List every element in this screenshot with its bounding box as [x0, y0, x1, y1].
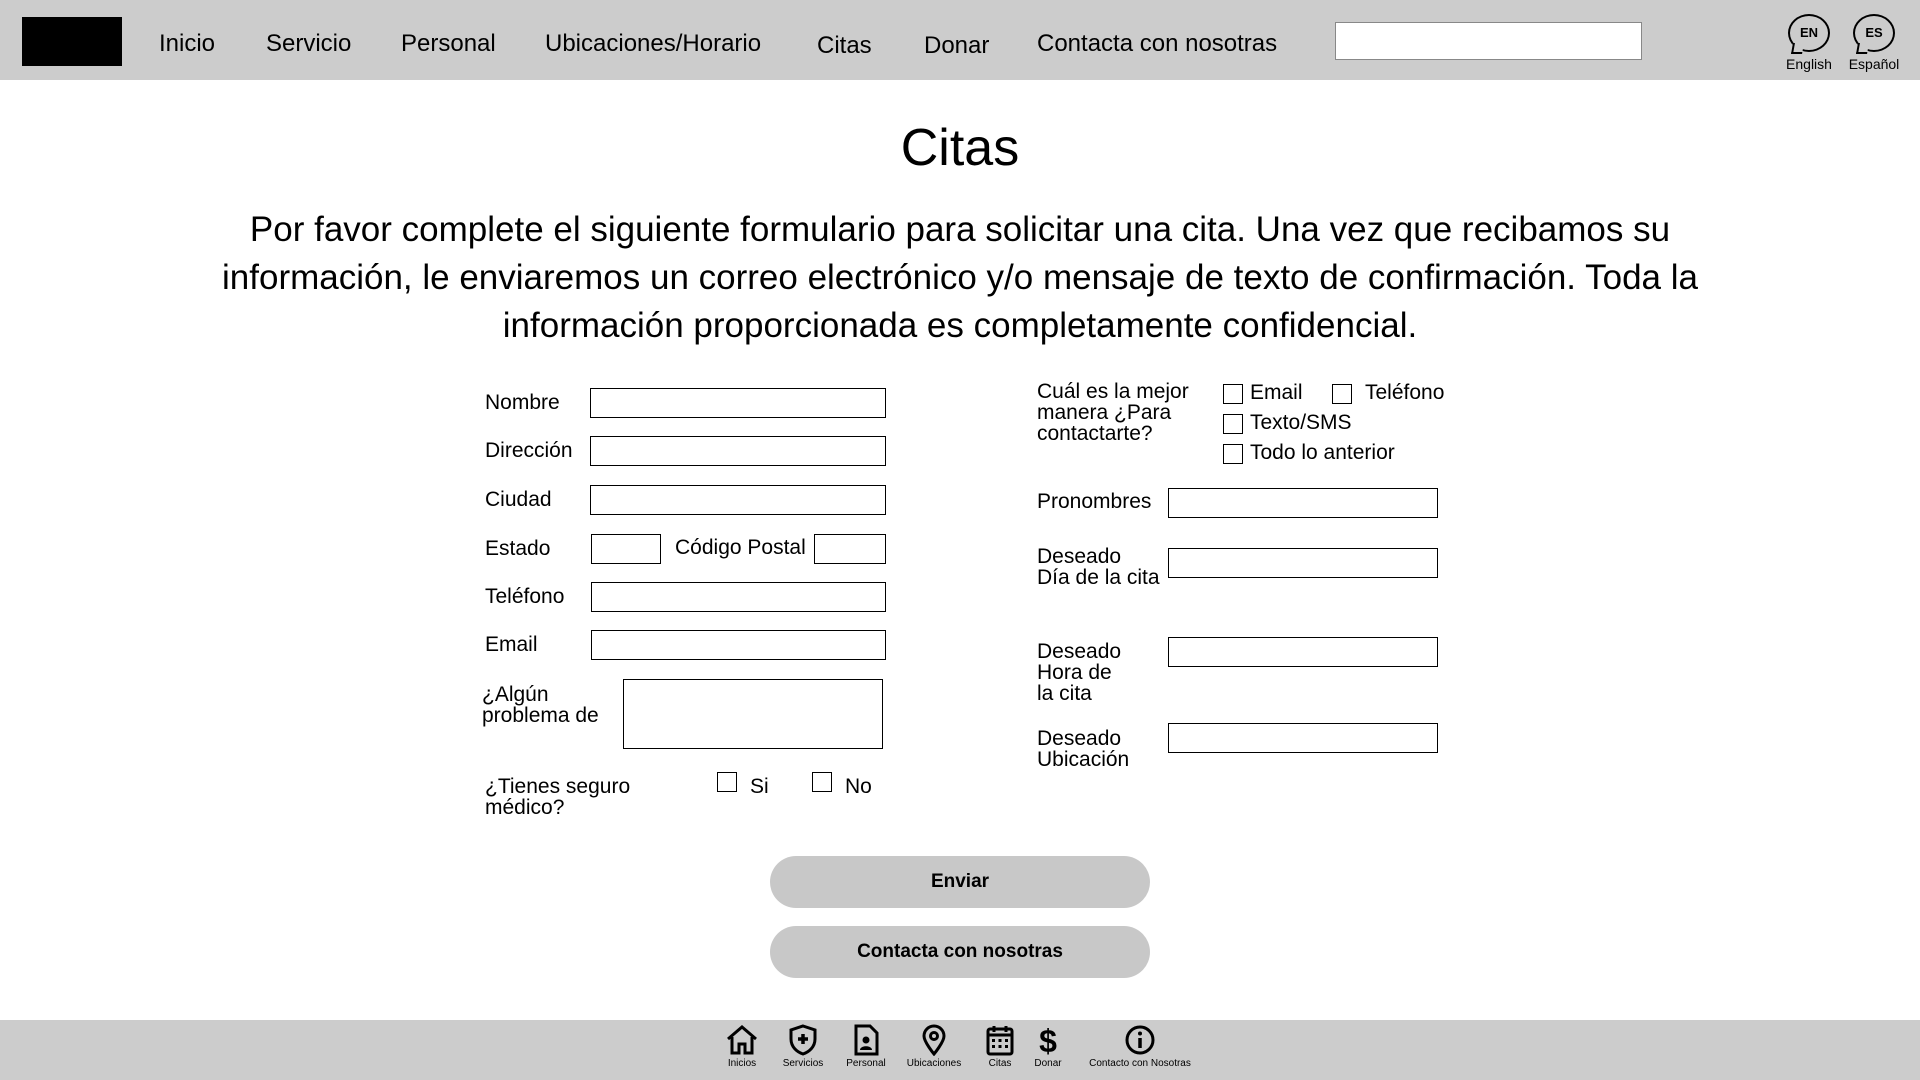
language-spanish-button[interactable] — [1839, 14, 1909, 72]
footer-label: Personal — [846, 1058, 886, 1069]
contact-text-checkbox[interactable] — [1223, 414, 1243, 434]
contact-method-label — [1037, 381, 1189, 444]
day-label — [1037, 546, 1160, 588]
insurance-no-label: No — [845, 775, 872, 798]
problem-label-line: ¿Algún — [482, 683, 549, 706]
speech-bubble-icon: EN — [1788, 14, 1830, 52]
address-label: Dirección — [485, 439, 573, 462]
location-field[interactable] — [1168, 723, 1438, 753]
pronouns-label: Pronombres — [1037, 490, 1152, 513]
day-field[interactable] — [1168, 548, 1438, 578]
footer-label: Donar — [1034, 1058, 1062, 1069]
contact-method-label-line: Cuál es la mejor — [1037, 380, 1189, 403]
state-label: Estado — [485, 537, 551, 560]
phone-field[interactable] — [591, 582, 886, 612]
shield-icon — [788, 1024, 818, 1056]
name-label: Nombre — [485, 391, 560, 414]
insurance-label — [485, 776, 630, 818]
footer-item-citas[interactable] — [982, 1024, 1018, 1069]
time-label — [1037, 641, 1121, 704]
city-field[interactable] — [590, 485, 886, 515]
address-field[interactable] — [590, 436, 886, 466]
contact-all-checkbox[interactable] — [1223, 444, 1243, 464]
time-field[interactable] — [1168, 637, 1438, 667]
day-label-line: Deseado — [1037, 545, 1122, 568]
contact-method-label-line: manera ¿Para — [1037, 401, 1172, 424]
contact-us-button[interactable]: Contacta con nosotras — [770, 926, 1150, 978]
language-label: English — [1786, 56, 1832, 72]
time-label-line: la cita — [1037, 682, 1092, 705]
language-label: Español — [1848, 56, 1900, 72]
email-field[interactable] — [591, 630, 886, 660]
footer-item-donar[interactable] — [1031, 1024, 1065, 1069]
speech-bubble-icon: ES — [1853, 14, 1895, 52]
location-label-line: Ubicación — [1037, 748, 1130, 771]
contact-text-label: Texto/SMS — [1250, 411, 1352, 434]
problem-label — [482, 684, 599, 726]
location-label — [1037, 728, 1129, 770]
zip-label: Código Postal — [675, 536, 806, 559]
contact-email-checkbox[interactable] — [1223, 384, 1243, 404]
nav-item-ubicaciones[interactable]: Ubicaciones/Horario — [545, 30, 762, 57]
email-label: Email — [485, 633, 538, 656]
time-label-line: Hora de — [1037, 661, 1112, 684]
day-label-line: Día de la cita — [1037, 566, 1160, 589]
location-label-line: Deseado — [1037, 727, 1122, 750]
nav-item-inicio[interactable]: Inicio — [159, 30, 216, 57]
home-icon — [725, 1024, 759, 1056]
insurance-no-checkbox[interactable] — [812, 772, 832, 792]
contact-method-label-line: contactarte? — [1037, 422, 1153, 445]
problem-textarea[interactable] — [623, 679, 883, 749]
document-person-icon — [852, 1024, 880, 1056]
insurance-label-line: ¿Tienes seguro — [485, 775, 631, 798]
nav-item-contacta[interactable]: Contacta con nosotras — [1037, 30, 1278, 57]
footer-label: Citas — [988, 1058, 1012, 1069]
submit-button[interactable]: Enviar — [770, 856, 1150, 908]
footer-item-inicios[interactable] — [722, 1024, 762, 1069]
name-field[interactable] — [590, 388, 886, 418]
language-english-button[interactable] — [1774, 14, 1844, 72]
insurance-label-line: médico? — [485, 796, 565, 819]
nav-item-citas[interactable]: Citas — [817, 32, 872, 59]
footer-item-contacto[interactable] — [1085, 1024, 1195, 1069]
info-icon — [1124, 1024, 1156, 1056]
search-input[interactable] — [1335, 22, 1642, 60]
nav-item-donar[interactable]: Donar — [924, 32, 990, 59]
problem-label-line: problema de — [482, 704, 599, 727]
insurance-yes-label: Si — [750, 775, 769, 798]
footer-item-personal[interactable] — [843, 1024, 889, 1069]
zip-field[interactable] — [814, 534, 886, 564]
footer-label: Inicios — [727, 1058, 757, 1069]
map-pin-icon — [920, 1024, 948, 1056]
phone-label: Teléfono — [485, 585, 565, 608]
top-navigation-bar — [0, 0, 1920, 80]
calendar-icon — [985, 1024, 1015, 1056]
footer-item-servicios[interactable] — [779, 1024, 827, 1069]
contact-phone-label: Teléfono — [1365, 381, 1445, 404]
footer-label: Ubicaciones — [906, 1058, 962, 1069]
footer-label: Contacto con Nosotras — [1089, 1058, 1191, 1069]
page-title: Citas — [900, 119, 1020, 177]
nav-item-personal[interactable]: Personal — [401, 30, 496, 57]
contact-all-label: Todo lo anterior — [1250, 441, 1395, 464]
city-label: Ciudad — [485, 488, 552, 511]
footer-bar — [0, 1020, 1920, 1080]
nav-item-servicio[interactable]: Servicio — [266, 30, 352, 57]
time-label-line: Deseado — [1037, 640, 1122, 663]
logo[interactable] — [22, 17, 122, 66]
state-field[interactable] — [591, 534, 661, 564]
pronouns-field[interactable] — [1168, 488, 1438, 518]
intro-text: Por favor complete el siguiente formulario para solicitar una cita. Una vez que recibamos su información, le enviaremos un correo electrónico y/o mensaje de texto de confirmación. Toda la información proporcionada es completamente confidencial. — [222, 210, 1698, 345]
contact-email-label: Email — [1250, 381, 1303, 404]
insurance-yes-checkbox[interactable] — [717, 772, 737, 792]
footer-item-ubicaciones[interactable] — [903, 1024, 965, 1069]
footer-label: Servicios — [782, 1058, 824, 1069]
dollar-icon — [1036, 1024, 1060, 1056]
contact-phone-checkbox[interactable] — [1332, 384, 1352, 404]
svg-text:$: $ — [1039, 1024, 1057, 1056]
